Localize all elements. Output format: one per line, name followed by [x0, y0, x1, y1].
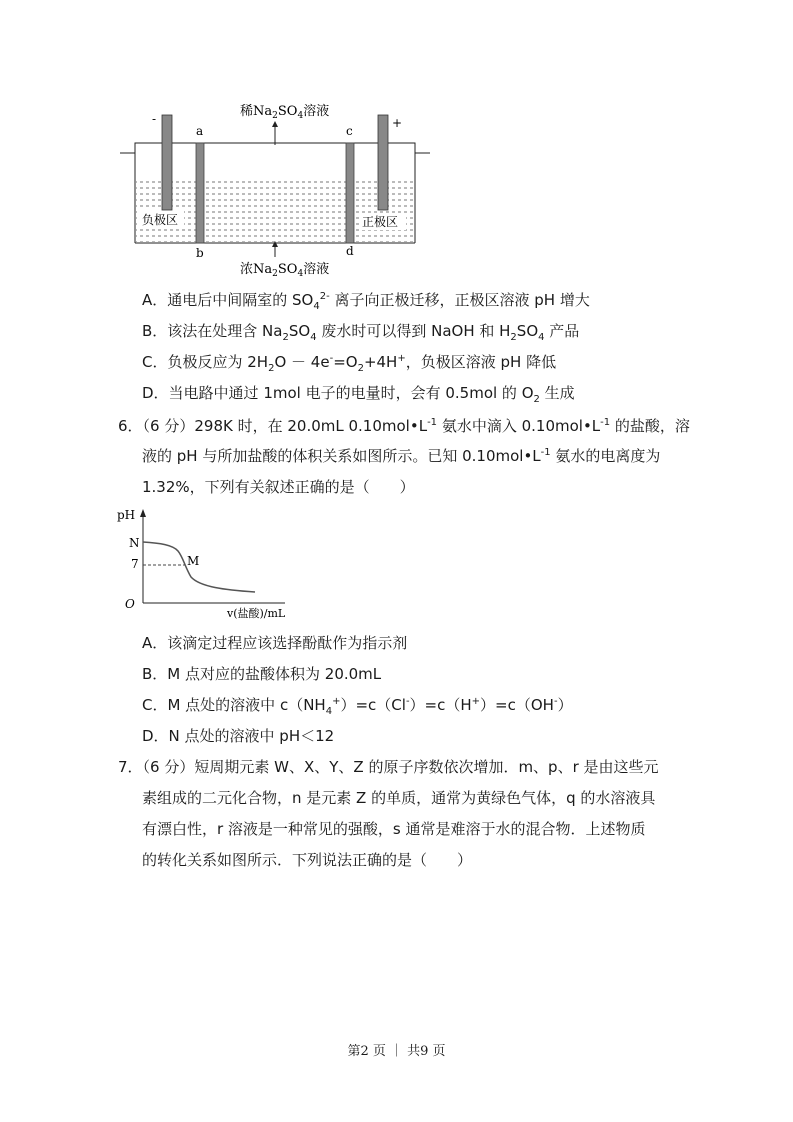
- titration-chart: [115, 505, 315, 625]
- q6-option-a: A．该滴定过程应该选择酚酞作为指示剂: [142, 634, 408, 652]
- plus-sign: +: [392, 116, 403, 130]
- q6-stem-line2: 液的 pH 与所加盐酸的体积关系如图所示。已知 $0.10mol•L^{-1}$ 氨水的电离度为: [142, 447, 661, 465]
- q5-option-a: A．通电后中间隔室的 $SO_4^{2-}$ 离子向正极迁移，正极区溶液 pH 增大: [142, 291, 590, 312]
- positive-electrode: [378, 115, 388, 210]
- electrolysis-diagram: [110, 95, 440, 285]
- bottom-solution-label: 浓Na: [240, 262, 273, 277]
- label-d: d: [346, 244, 354, 258]
- negative-region-label: 负极区: [142, 213, 179, 227]
- y-axis-label: pH: [117, 508, 136, 522]
- minus-sign: -: [152, 112, 157, 126]
- q6-stem-line3: 1.32%，下列有关叙述正确的是（ ）: [142, 478, 415, 496]
- membrane-cd: [346, 143, 354, 243]
- origin-label: O: [125, 597, 135, 611]
- membrane-ab: [196, 143, 204, 243]
- page-footer: 第2 页 ｜ 共9 页: [347, 1044, 446, 1059]
- q7-stem-line1: 7．（6 分）短周期元素 W、X、Y、Z 的原子序数依次增加．m、p、r 是由这些元: [118, 758, 659, 776]
- q7-stem-line4: 的转化关系如图所示．下列说法正确的是（ ）: [142, 851, 473, 869]
- q5-option-b: B．该法在处理含 $Na_2SO_4$ 废水时可以得到 NaOH 和 $H_2SO_4$ 产品: [142, 322, 580, 343]
- q6-option-b: B．M 点对应的盐酸体积为 20.0mL: [142, 665, 382, 683]
- q6-option-c: C．M 点处的溶液中 $c(NH_4^+)=c(Cl^-)=c(H^+)=c(OH^-)$: [142, 696, 573, 717]
- n-mark: N: [129, 536, 140, 550]
- seven-mark: 7: [131, 557, 139, 571]
- q7-stem-line2: 素组成的二元化合物，n 是元素 Z 的单质，通常为黄绿色气体，q 的水溶液具: [142, 789, 656, 807]
- q7-stem-line3: 有漂白性，r 溶液是一种常见的强酸，s 通常是难溶于水的混合物．上述物质: [142, 820, 646, 838]
- svg-text:浓Na2SO4溶液: 浓$Na_2SO_4$溶液: [240, 262, 330, 279]
- x-axis-label: v(盐酸)/mL: [227, 607, 286, 620]
- point-m-label: M: [187, 554, 200, 568]
- label-b: b: [196, 246, 204, 260]
- top-solution-label: 稀Na: [240, 104, 273, 119]
- q5-option-c: C．负极反应为 $2H_2O - 4e^-=O_2+4H^+$，负极区溶液 pH 降低: [142, 353, 557, 374]
- svg-text:稀Na2SO4溶液: 稀$Na_2SO_4$溶液: [240, 104, 330, 121]
- label-a: a: [196, 124, 204, 138]
- label-c: c: [346, 124, 353, 138]
- q6-stem-line1: 6．（6 分）298K 时，在 20.0mL $0.10mol•L^{-1}$ 氨水中滴入 $0.10mol•L^{-1}$ 的盐酸，溶: [118, 417, 690, 435]
- positive-region-label: 正极区: [362, 215, 399, 229]
- q5-option-d: D．当电路中通过 1mol 电子的电量时，会有 0.5mol 的 $O_2$ 生成: [142, 384, 575, 405]
- q6-option-d: D．N 点处的溶液中 pH＜12: [142, 727, 335, 745]
- negative-electrode: [162, 115, 172, 210]
